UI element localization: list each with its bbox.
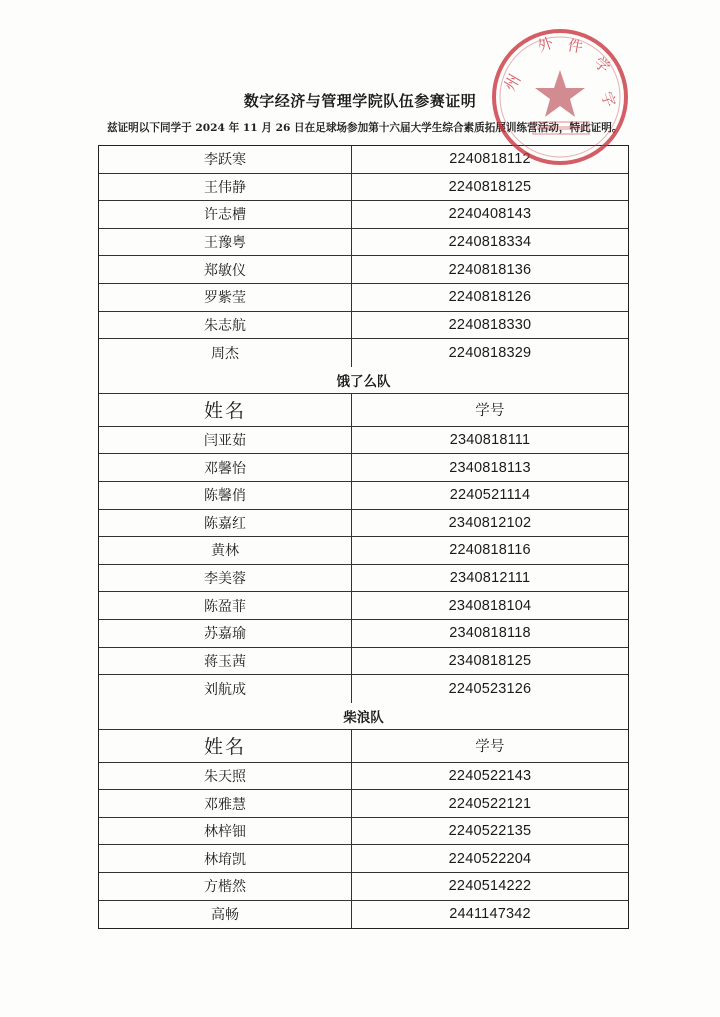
student-name: 蒋玉茜 (99, 648, 352, 675)
table-row (99, 675, 628, 703)
student-id: 2240818334 (448, 234, 532, 251)
student-id: 2240818116 (449, 542, 531, 559)
table-row (99, 510, 628, 538)
student-id: 2340818113 (449, 459, 531, 476)
svg-text:州: 州 (500, 70, 525, 94)
student-name: 李跃寒 (99, 146, 352, 173)
student-id: 2240522204 (448, 850, 532, 867)
table-row (99, 818, 628, 846)
student-name: 刘航成 (99, 675, 352, 703)
student-name: 闫亚茹 (99, 427, 352, 454)
table-row (99, 174, 628, 202)
table-row (99, 284, 628, 312)
table-row (99, 763, 628, 791)
table-header-row (99, 730, 628, 763)
student-id: 2240818136 (448, 261, 532, 278)
table-row (99, 537, 628, 565)
column-header-name: 姓名 (99, 394, 352, 426)
column-header-name: 姓名 (99, 730, 352, 762)
student-name: 王豫粤 (99, 229, 352, 256)
student-name: 方楷然 (99, 873, 352, 900)
student-id: 2340818125 (448, 652, 532, 669)
table-row (99, 592, 628, 620)
student-name: 罗紫莹 (99, 284, 352, 311)
student-id: 2240523126 (448, 680, 532, 697)
student-name: 郑敏仪 (99, 256, 352, 283)
team-name: 饿了么队 (99, 367, 628, 394)
table-row (99, 901, 628, 929)
student-id: 2240522135 (448, 823, 532, 840)
table-header-row (99, 394, 628, 427)
student-id: 2240522143 (448, 767, 532, 784)
table-row (99, 565, 628, 593)
table-row (99, 648, 628, 676)
team-3-section (99, 703, 628, 929)
student-name: 王伟静 (99, 174, 352, 201)
team-1-section (99, 146, 628, 367)
table-row (99, 201, 628, 229)
table-row (99, 873, 628, 901)
student-id: 2240522121 (448, 795, 532, 812)
student-id: 2340818104 (448, 597, 532, 614)
student-name: 林梓钿 (99, 818, 352, 845)
student-name: 周杰 (99, 339, 352, 367)
certification-text: 兹证明以下同学于 2024 年 11 月 26 日在足球场参加第十六届大学生综合素质拓展训练营活动，特此证明。 (107, 122, 623, 134)
team-2-section (99, 367, 628, 703)
table-row (99, 339, 628, 367)
student-name: 林堉凯 (99, 845, 352, 872)
svg-text:件: 件 (566, 36, 585, 57)
table-row (99, 229, 628, 257)
svg-text:外: 外 (535, 33, 556, 56)
student-name: 高畅 (99, 901, 352, 929)
student-name: 陈盈菲 (99, 592, 352, 619)
table-row (99, 620, 628, 648)
student-id: 2441147342 (449, 906, 531, 923)
student-id: 2340818118 (449, 625, 531, 642)
table-row (99, 482, 628, 510)
table-row (99, 845, 628, 873)
student-name: 陈馨俏 (99, 482, 352, 509)
svg-text:学: 学 (590, 53, 614, 77)
table-row (99, 256, 628, 284)
column-header-id: 学号 (475, 739, 505, 756)
student-id: 2240818329 (448, 344, 532, 361)
student-id: 2240514222 (448, 878, 532, 895)
student-name: 陈嘉红 (99, 510, 352, 537)
student-id: 2240521114 (449, 487, 531, 504)
table-row (99, 790, 628, 818)
student-name: 苏嘉瑜 (99, 620, 352, 647)
student-name: 朱志航 (99, 312, 352, 339)
table-row (99, 312, 628, 340)
roster-table (98, 145, 629, 929)
student-name: 邓馨怡 (99, 454, 352, 481)
student-id: 2240818125 (448, 178, 532, 195)
student-name: 邓雅慧 (99, 790, 352, 817)
svg-text:字: 字 (597, 89, 620, 110)
student-id: 2240818126 (448, 289, 532, 306)
student-id: 2240818112 (449, 151, 531, 168)
team-name: 柴浪队 (99, 703, 628, 730)
table-row (99, 427, 628, 455)
table-row (99, 454, 628, 482)
student-id: 2240818330 (448, 316, 532, 333)
student-name: 黄林 (99, 537, 352, 564)
document-title: 数字经济与管理学院队伍参赛证明 (243, 92, 477, 110)
student-id: 2340812102 (448, 514, 532, 531)
student-name: 许志槽 (99, 201, 352, 228)
table-row (99, 146, 628, 174)
student-id: 2240408143 (448, 206, 532, 223)
student-id: 2340812111 (449, 570, 531, 587)
column-header-id: 学号 (475, 403, 505, 420)
student-name: 李美蓉 (99, 565, 352, 592)
student-name: 朱天照 (99, 763, 352, 790)
student-id: 2340818111 (449, 432, 531, 449)
